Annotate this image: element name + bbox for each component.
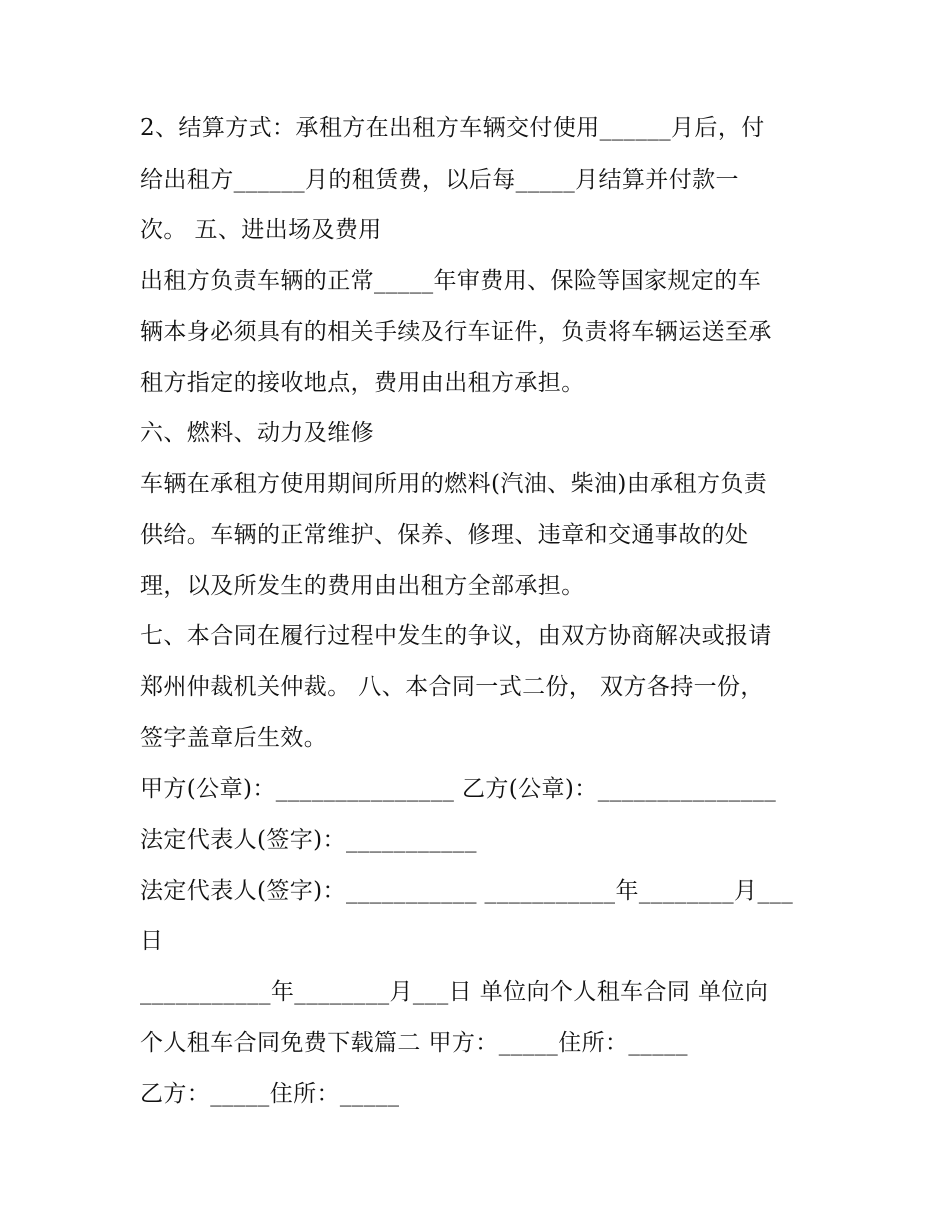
text-line-fuel: 车辆在承租方使用期间所用的燃料(汽油、柴油)由承租方负责 (140, 471, 768, 497)
signature-line-party-seals: 甲方(公章)：_______________ 乙方(公章)：_______________ (140, 776, 777, 802)
signature-line-legal-rep-1: 法定代表人(签字)：___________ (140, 827, 477, 853)
text-line-party-b-address: 乙方：_____住所：_____ (140, 1081, 400, 1107)
text-line-settlement-method: 2、结算方式：承租方在出租方车辆交付使用______月后，付 (140, 115, 765, 141)
text-line-vehicle-documents: 辆本身必须具有的相关手续及行车证件，负责将车辆运送至承 (140, 319, 772, 345)
signature-line-day: 日 (140, 928, 164, 954)
text-line-maintenance-cost: 理，以及所发生的费用由出租方全部承担。 (140, 573, 585, 599)
text-line-date-and-title: ___________年________月___日 单位向个人租车合同 单位向 (140, 979, 769, 1005)
text-line-maintenance: 供给。车辆的正常维护、保养、修理、违章和交通事故的处 (140, 522, 749, 548)
text-line-effective: 签字盖章后生效。 (140, 725, 328, 751)
text-line-section-6-heading: 六、燃料、动力及维修 (140, 420, 374, 446)
text-line-delivery-cost: 租方指定的接收地点，费用由出租方承担。 (140, 370, 585, 396)
text-line-lessor-fees: 出租方负责车辆的正常_____年审费用、保险等国家规定的车 (140, 268, 762, 294)
text-line-rent-payment: 给出租方______月的租赁费，以后每_____月结算并付款一 (140, 167, 739, 193)
text-line-section-5-heading: 次。 五、进出场及费用 (140, 217, 382, 243)
text-line-section-7-disputes: 七、本合同在履行过程中发生的争议，由双方协商解决或报请 (140, 623, 772, 649)
signature-line-legal-rep-2-date: 法定代表人(签字)：___________ ___________年________月___ (140, 878, 794, 904)
text-line-arbitration-copies: 郑州仲裁机关仲裁。 八、本合同一式二份， 双方各持一份， (140, 674, 764, 700)
text-line-party-a-address: 个人租车合同免费下载篇二 甲方：_____住所：_____ (140, 1030, 688, 1056)
